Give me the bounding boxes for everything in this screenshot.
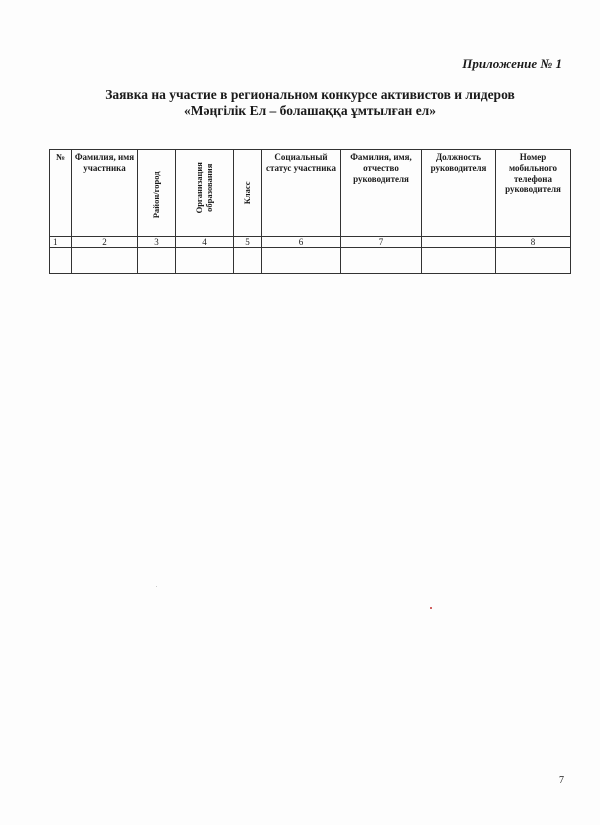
- header-leader-name: Фамилия, имя, отчество руководителя: [341, 150, 422, 237]
- scan-speck: [156, 586, 157, 587]
- table-empty-row: [50, 248, 571, 274]
- scan-speck: [430, 607, 432, 609]
- empty-cell: [234, 248, 262, 274]
- header-leader-phone: Номер мобильного телефона руководителя: [496, 150, 571, 237]
- page-number: 7: [559, 775, 564, 786]
- empty-cell: [138, 248, 176, 274]
- number-cell: 2: [72, 237, 138, 248]
- number-cell: 6: [262, 237, 341, 248]
- table-header-row: [50, 150, 571, 237]
- header-leader-position: Должность руководителя: [422, 150, 496, 237]
- header-full-name: Фамилия, имя участника: [72, 150, 138, 237]
- header-district-label: Район/город: [150, 171, 161, 219]
- table-number-row: [50, 237, 571, 248]
- header-social-status: Социальный статус участника: [262, 150, 341, 237]
- number-cell: 5: [234, 237, 262, 248]
- number-cell: 4: [176, 237, 234, 248]
- empty-cell: [496, 248, 571, 274]
- header-organization: [176, 150, 234, 237]
- empty-cell: [72, 248, 138, 274]
- header-grade: [234, 150, 262, 237]
- empty-cell: [176, 248, 234, 274]
- number-cell: [422, 237, 496, 248]
- number-cell: 3: [138, 237, 176, 248]
- header-num: №: [50, 150, 72, 237]
- empty-cell: [341, 248, 422, 274]
- document-title: [40, 87, 580, 118]
- title-line-1: Заявка на участие в региональном конкурсе активистов и лидеров: [105, 87, 515, 102]
- header-organization-label: Организация образования: [193, 162, 214, 214]
- header-district: [138, 150, 176, 237]
- empty-cell: [50, 248, 72, 274]
- appendix-label: Приложение № 1: [462, 56, 562, 71]
- header-grade-label: Класс: [241, 181, 252, 205]
- number-cell: 7: [341, 237, 422, 248]
- number-cell: 8: [496, 237, 571, 248]
- empty-cell: [422, 248, 496, 274]
- number-cell: 1: [50, 237, 72, 248]
- empty-cell: [262, 248, 341, 274]
- title-line-2: «Мәңгілік Ел – болашаққа ұмтылған ел»: [183, 102, 437, 118]
- application-table: [49, 149, 571, 274]
